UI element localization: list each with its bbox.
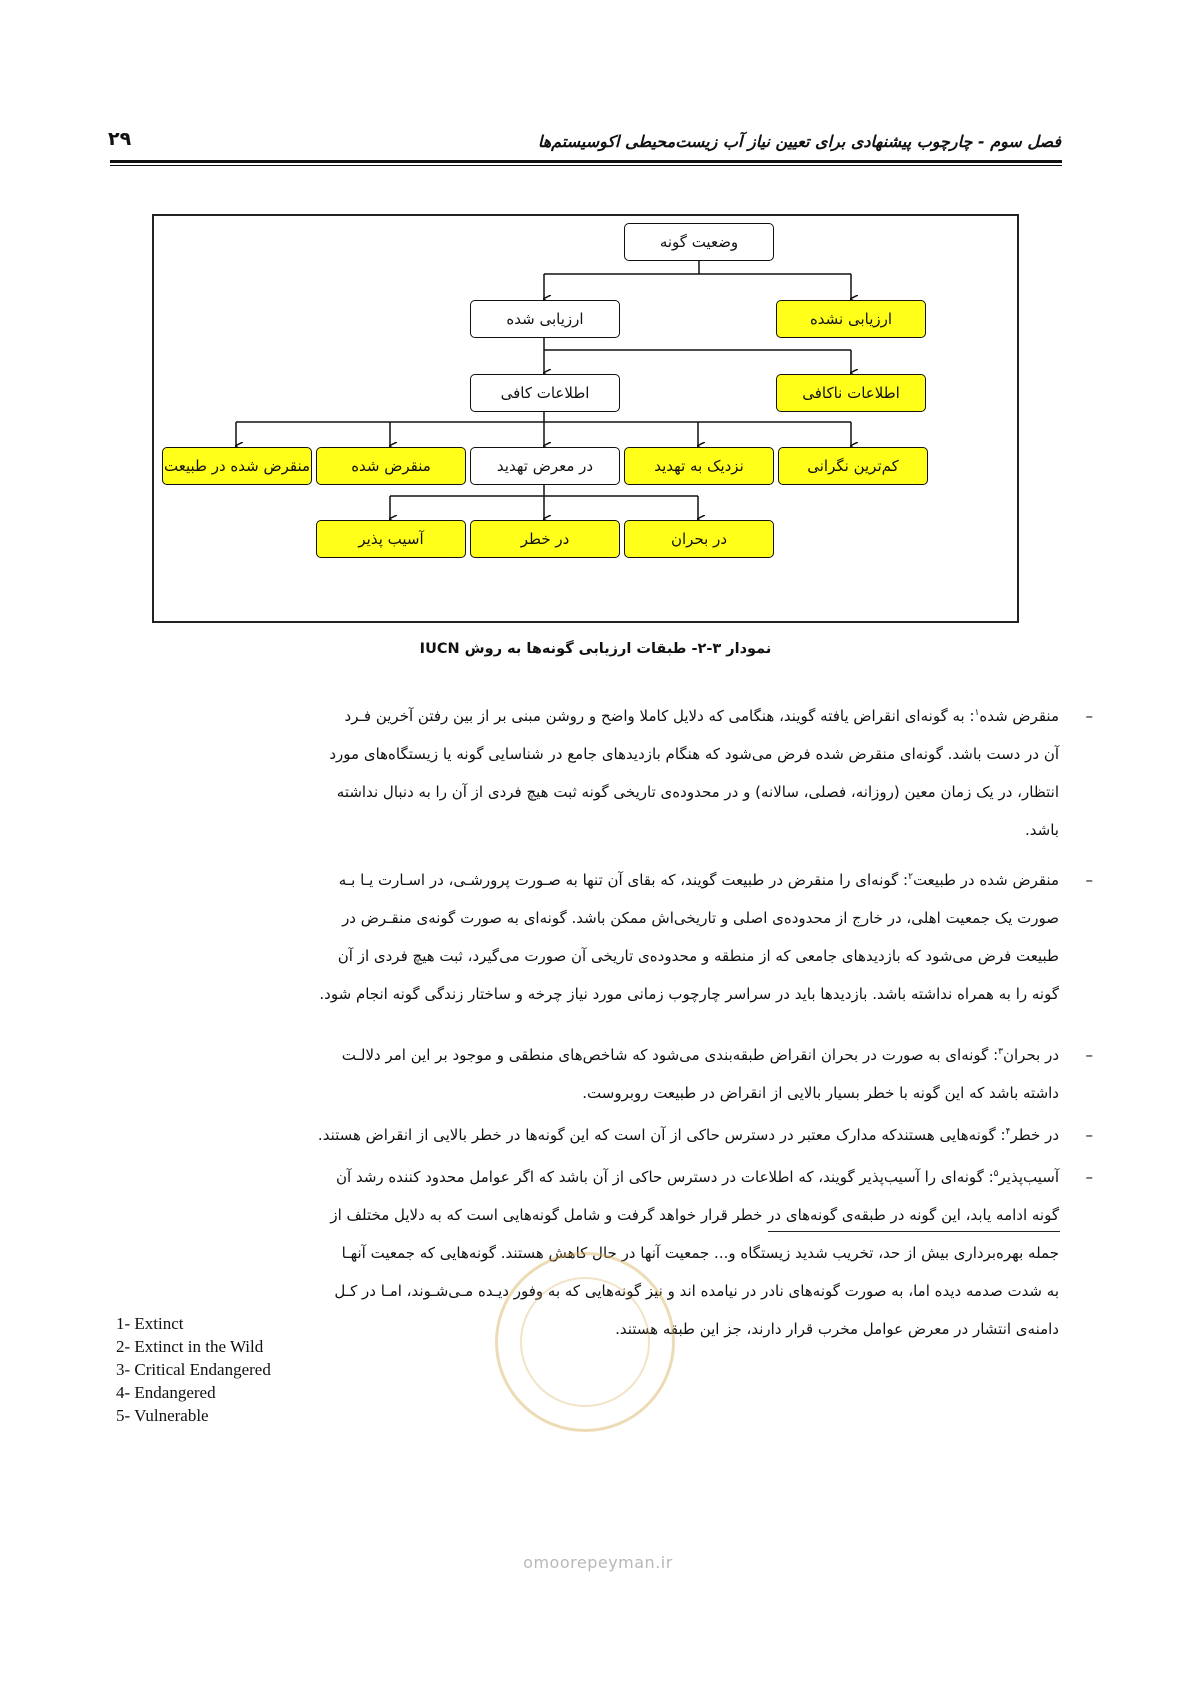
paragraph-line: انتظار، در یک زمان معین (روزانه، فصلی، سالانه) و در محدوده‌ی تاریخی گونه ثبت هیچ فردی از آن را به دنبال نداشته bbox=[336, 783, 1059, 801]
paragraph-extinct-in-wild bbox=[206, 861, 1093, 1013]
paragraph-line: جمله بهره‌برداری بیش از حد، تخریب شدید زیستگاه و... جمعیت آنها در حال کاهش هستند. گونه‌هایی که جمعیت آنهـا bbox=[341, 1244, 1059, 1262]
node-least-concern: کم‌ترین نگرانی bbox=[778, 447, 928, 485]
node-species-status: وضعیت گونه bbox=[624, 223, 774, 261]
diagram-connectors bbox=[154, 216, 1021, 625]
paragraph-critically-endangered bbox=[206, 1036, 1093, 1112]
paragraph-line: دامنه‌ی انتشار در معرض عوامل مخرب قرار دارند، جز این طبقه هستند. bbox=[615, 1320, 1059, 1338]
page-number: ۲۹ bbox=[108, 128, 132, 150]
paragraph-line bbox=[206, 1158, 1059, 1196]
paragraph-line bbox=[206, 697, 1059, 735]
node-near-threatened: نزدیک به تهدید bbox=[624, 447, 774, 485]
paragraph-line bbox=[206, 861, 1059, 899]
list-dash: – bbox=[1085, 707, 1093, 725]
paragraph-line bbox=[206, 1036, 1059, 1074]
paragraph-line: طبیعت فرض می‌شود که بازدیدهای جامعی که از منطقه و محدوده‌ی تاریخی آن صورت می‌گیرد، ثبت هیچ فردی از آن bbox=[337, 947, 1059, 965]
list-dash: – bbox=[1085, 1046, 1093, 1064]
paragraph-endangered bbox=[206, 1116, 1093, 1154]
line-text: : گونه‌هایی هستندکه مدارک معتبر در دسترس حاکی از آن است که این گونه‌ها در خطر بالایی از انقراض هستند. bbox=[317, 1126, 1006, 1144]
header-rule-thin bbox=[110, 165, 1062, 166]
node-evaluated: ارزیابی شده bbox=[470, 300, 620, 338]
footnote-item: 1- Extinct bbox=[116, 1314, 184, 1333]
line-text: : گونه‌ای را آسیب‌پذیر گویند، که اطلاعات در دسترس حاکی از آن باشد که اگر عوامل محدود کننده رشد آن bbox=[336, 1168, 994, 1186]
line-text: : گونه‌ای را منقرض در طبیعت گویند، که بقای آن تنها به صـورت پرورشـی، در اسـارت یـا بـه bbox=[338, 871, 909, 889]
paragraph-line: داشته باشد که این گونه با خطر بسیار بالایی از انقراض در طبیعت روبروست. bbox=[582, 1084, 1059, 1102]
list-dash: – bbox=[1085, 1126, 1093, 1144]
node-data-deficient: اطلاعات ناکافی bbox=[776, 374, 926, 412]
paragraph-line: به شدت صدمه دیده اما، به صورت گونه‌های نادر در نیامده اند و نیز گونه‌هایی که به وفور دیـده مـی‌شـوند، امـا در کـل bbox=[334, 1282, 1059, 1300]
footnotes bbox=[116, 1312, 271, 1427]
footnote-item: 2- Extinct in the Wild bbox=[116, 1337, 264, 1356]
term: در خطر bbox=[1010, 1126, 1059, 1144]
footnote-item: 3- Critical Endangered bbox=[116, 1360, 271, 1379]
footnote-item: 4- Endangered bbox=[116, 1383, 216, 1402]
paragraph-line bbox=[206, 1116, 1059, 1154]
node-extinct: منقرض شده bbox=[316, 447, 466, 485]
node-extinct-in-wild: منقرض شده در طبیعت bbox=[162, 447, 312, 485]
header-rule bbox=[110, 160, 1062, 163]
paragraph-line: باشد. bbox=[1025, 821, 1059, 839]
watermark-url: omoorepeyman.ir bbox=[523, 1553, 673, 1572]
paragraph-line: گونه را به همراه نداشته باشد. بازدیدها باید در سراسر چارچوب زمانی مورد نیاز چرخه و ساختار زندگی گونه انجام شود. bbox=[319, 985, 1059, 1003]
footnote-item: 5- Vulnerable bbox=[116, 1406, 209, 1425]
iucn-category-diagram bbox=[152, 214, 1019, 623]
node-adequate-data: اطلاعات کافی bbox=[470, 374, 620, 412]
footnote-ref: ۱ bbox=[974, 708, 980, 718]
list-dash: – bbox=[1085, 871, 1093, 889]
paragraph-line: صورت یک جمعیت اهلی، در خارج از محدوده‌ی اصلی و تاریخی‌اش ممکن باشد. گونه‌ای به صورت گونه‌ی منقـرض در bbox=[342, 909, 1059, 927]
running-header-title: فصل سوم - چارچوب پیشنهادی برای تعیین نیاز آب زیست‌محیطی اکوسیستم‌ها bbox=[537, 132, 1061, 151]
node-threatened: در معرض تهدید bbox=[470, 447, 620, 485]
watermark-seal-inner bbox=[520, 1277, 650, 1407]
term: منقرض شده bbox=[979, 707, 1059, 725]
term: منقرض شده در طبیعت bbox=[912, 871, 1059, 889]
list-dash: – bbox=[1085, 1168, 1093, 1186]
term: آسیب‌پذیر bbox=[998, 1168, 1059, 1186]
paragraph-line: آن در دست باشد. گونه‌ای منقرض شده فرض می‌شود که هنگام بازدیدهای جامع در شناسایی گونه یا زیستگاه‌های مورد bbox=[329, 745, 1059, 763]
paragraph-line: گونه ادامه یابد، این گونه در طبقه‌ی گونه‌های در خطر قرار خواهد گرفت و شامل گونه‌هایی است که به دلایل مختلف از bbox=[330, 1206, 1059, 1224]
footnote-ref: ۳ bbox=[998, 1047, 1003, 1057]
line-text: : گونه‌ای به صورت در بحران انقراض طبقه‌بندی می‌شود که شاخص‌های منطقی و موجود بر این امر دلالـت bbox=[341, 1046, 999, 1064]
footnote-rule bbox=[768, 1231, 1060, 1232]
footnote-ref: ۴ bbox=[1005, 1127, 1011, 1137]
node-endangered: در خطر bbox=[470, 520, 620, 558]
term: در بحران bbox=[1002, 1046, 1059, 1064]
node-vulnerable: آسیب پذیر bbox=[316, 520, 466, 558]
footnote-ref: ۵ bbox=[993, 1169, 999, 1179]
node-critically-endangered: در بحران bbox=[624, 520, 774, 558]
figure-caption: نمودار ۳-۲- طبقات ارزیابی گونه‌ها به روش IUCN bbox=[419, 641, 772, 657]
node-not-evaluated: ارزیابی نشده bbox=[776, 300, 926, 338]
line-text: : به گونه‌ای انقراض یافته گویند، هنگامی که دلایل کاملا واضح و روشن مبنی بر از بین رفتن آخرین فـرد bbox=[344, 707, 975, 725]
footnote-ref: ۲ bbox=[908, 872, 913, 882]
paragraph-extinct bbox=[206, 697, 1093, 849]
